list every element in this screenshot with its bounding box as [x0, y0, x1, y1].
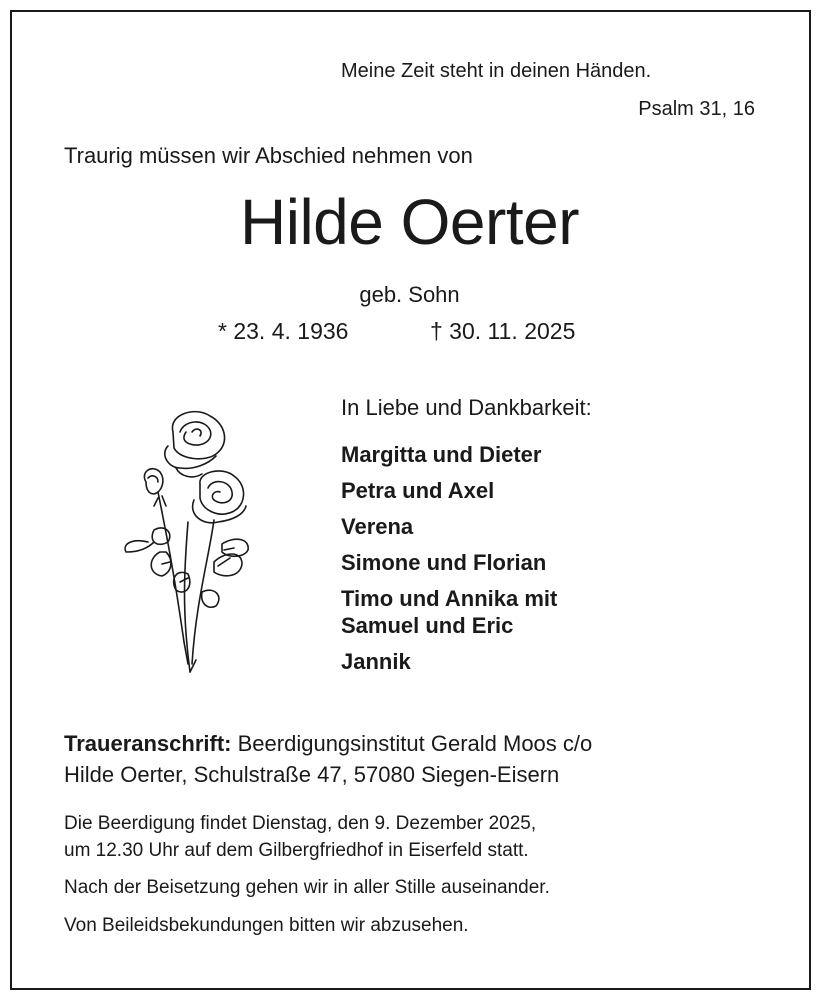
mourner-name: Petra und Axel	[341, 478, 495, 503]
psalm-citation: Psalm 31, 16	[638, 98, 755, 120]
condolence-notice: Von Beileidsbekundungen bitten wir abzusehen.	[64, 915, 469, 936]
mourner-name: Samuel und Eric	[341, 613, 514, 638]
address-label: Traueranschrift:	[64, 731, 232, 756]
mourners-list	[341, 441, 557, 684]
mourner-name: Margitta und Dieter	[341, 442, 542, 467]
mourners-heading: In Liebe und Dankbarkeit:	[341, 395, 592, 420]
death-date: † 30. 11. 2025	[430, 318, 576, 344]
burial-notice: Nach der Beisetzung gehen wir in aller Stille auseinander.	[64, 877, 550, 898]
rose-bouquet-icon	[118, 402, 258, 682]
maiden-name: geb. Sohn	[359, 282, 460, 307]
address-line-1: Beerdigungsinstitut Gerald Moos c/o	[237, 731, 593, 756]
funeral-line-2: um 12.30 Uhr auf dem Gilbergfriedhof in Eiserfeld statt.	[64, 840, 529, 861]
deceased-name: Hilde Oerter	[240, 186, 579, 258]
funeral-line-1: Die Beerdigung findet Dienstag, den 9. Dezember 2025,	[64, 813, 537, 834]
mourner-name: Verena	[341, 514, 414, 539]
mourner-name: Simone und Florian	[341, 550, 547, 575]
mourner-name: Timo und Annika mit	[341, 586, 558, 611]
address-line-2: Hilde Oerter, Schulstraße 47, 57080 Siegen-Eisern	[64, 762, 560, 787]
intro-line: Traurig müssen wir Abschied nehmen von	[64, 143, 473, 168]
motto-verse: Meine Zeit steht in deinen Händen.	[341, 60, 652, 82]
mourner-name: Jannik	[341, 649, 411, 674]
funeral-notice	[64, 810, 764, 864]
birth-date: * 23. 4. 1936	[218, 318, 349, 344]
mourning-address	[64, 728, 764, 790]
